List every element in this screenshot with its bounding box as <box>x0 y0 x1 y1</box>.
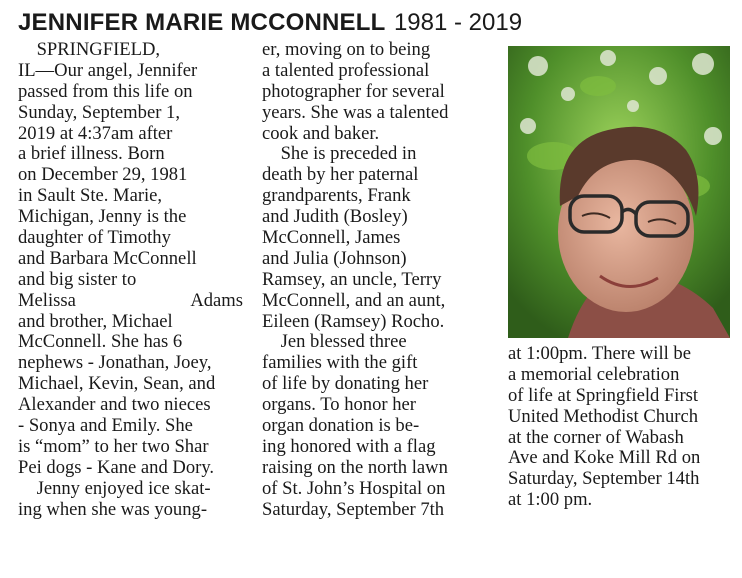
text-line: Jenny enjoyed ice skat- <box>18 477 211 499</box>
text-line: raising on the north lawn <box>262 456 448 478</box>
life-years: 1981 - 2019 <box>393 9 523 36</box>
text-line: of life at Springfield First <box>508 384 699 406</box>
portrait-photo <box>508 46 730 338</box>
text-line: Alexander and two nieces <box>18 394 211 416</box>
text-line: Michigan, Jenny is the <box>18 206 187 228</box>
text-line: grandparents, Frank <box>262 185 411 207</box>
text-line: and big sister to <box>18 268 137 290</box>
text-line: Ave and Koke Mill Rd on <box>508 447 701 469</box>
text-line: passed from this life on <box>18 80 193 102</box>
text-line: Melissa Adams <box>18 289 243 311</box>
text-line: cook and baker. <box>262 122 380 144</box>
text-line: ing honored with a flag <box>262 435 436 457</box>
text-line: She is preceded in <box>262 143 417 165</box>
text-line: IL—Our angel, Jennifer <box>18 59 198 81</box>
text-line: at 1:00 pm. <box>508 489 593 511</box>
text-column-1 <box>18 40 243 520</box>
text-line: er, moving on to being <box>262 39 431 60</box>
text-line: SPRINGFIELD, <box>18 39 161 60</box>
text-line: and Judith (Bosley) <box>262 206 408 228</box>
text-line: Michael, Kevin, Sean, and <box>18 373 216 395</box>
text-line: a memorial celebration <box>508 363 680 385</box>
text-line: at 1:00pm. There will be <box>508 343 691 364</box>
text-line: years. She was a talented <box>262 101 449 123</box>
text-line: on December 29, 1981 <box>18 164 188 186</box>
text-line: Pei dogs - Kane and Dory. <box>18 456 215 478</box>
text-line: McConnell, and an aunt, <box>262 289 446 311</box>
text-column-3 <box>508 344 730 511</box>
text-line: nephews - Jonathan, Joey, <box>18 352 212 374</box>
text-line: Ramsey, an uncle, Terry <box>262 268 442 290</box>
text-line: is “mom” to her two Shar <box>18 435 209 457</box>
obituary-header <box>18 8 522 41</box>
text-line: families with the gift <box>262 352 418 374</box>
text-line: Jen blessed three <box>262 331 407 353</box>
text-line: organs. To honor her <box>262 394 416 416</box>
text-line: Sunday, September 1, <box>18 101 180 123</box>
text-line: 2019 at 4:37am after <box>18 122 173 144</box>
text-line: of life by donating her <box>262 373 429 395</box>
text-column-2 <box>262 40 487 520</box>
text-line: a brief illness. Born <box>18 143 165 165</box>
text-line: death by her paternal <box>262 164 419 186</box>
text-line: photographer for several <box>262 80 445 102</box>
text-line: United Methodist Church <box>508 405 699 427</box>
text-line: and brother, Michael <box>18 310 173 332</box>
text-line: Saturday, September 14th <box>508 468 700 490</box>
text-line: McConnell, James <box>262 227 401 249</box>
deceased-name: JENNIFER MARIE MCCONNELL <box>18 9 386 36</box>
text-line: and Julia (Johnson) <box>262 247 407 269</box>
text-line: organ donation is be- <box>262 415 420 437</box>
text-line: - Sonya and Emily. She <box>18 415 193 437</box>
text-line: ing when she was young- <box>18 498 208 520</box>
text-line: Saturday, September 7th <box>262 498 445 520</box>
text-line: in Sault Ste. Marie, <box>18 185 163 207</box>
text-line: Eileen (Ramsey) Rocho. <box>262 310 445 332</box>
text-line: and Barbara McConnell <box>18 247 197 269</box>
text-line: daughter of Timothy <box>18 227 171 249</box>
text-line: of St. John’s Hospital on <box>262 477 446 499</box>
text-line: a talented professional <box>262 59 430 81</box>
text-line: at the corner of Wabash <box>508 426 684 448</box>
text-line: McConnell. She has 6 <box>18 331 183 353</box>
